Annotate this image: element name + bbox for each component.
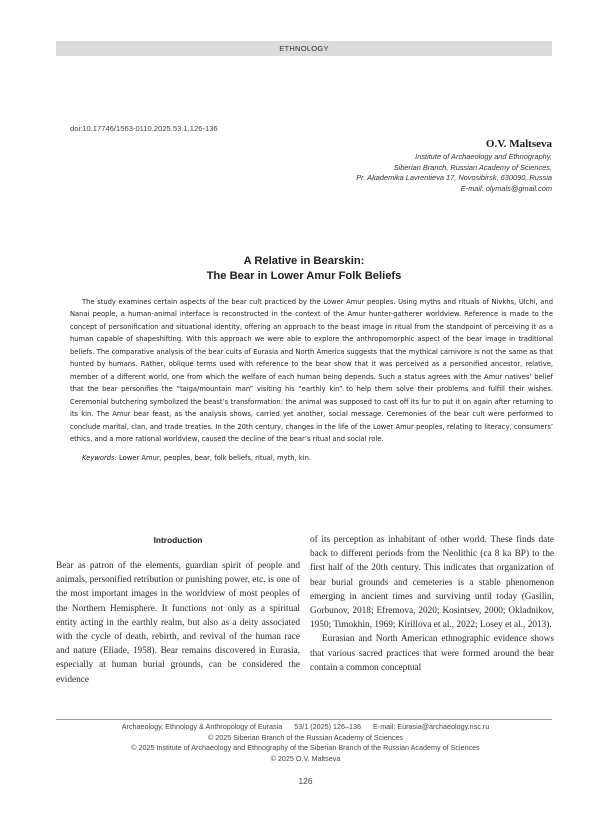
intro-paragraph-2: Eurasian and North American ethnographic evidence shows that various sacred practices that were formed around the bear contain a common conceptual — [310, 634, 554, 673]
journal-name: Archaeology, Ethnology & Anthropology of Eurasia — [121, 722, 283, 731]
author-block — [232, 138, 552, 194]
page-footer — [40, 722, 571, 764]
copyright-author: © 2025 O.V. Maltseva — [270, 753, 341, 763]
abstract — [70, 296, 553, 465]
journal-issue: 53/1 (2025) 126–136 — [294, 722, 361, 731]
journal-email[interactable]: E-mail: Eurasia@archaeology.nsc.ru — [373, 722, 490, 731]
copyright-institute: © 2025 Institute of Archaeology and Ethnography of the Siberian Branch of the Russian Academy of Sciences — [131, 743, 480, 753]
section-label: ETHNOLOGY — [279, 44, 329, 53]
copyright-sb-ras: © 2025 Siberian Branch of the Russian Academy of Sciences — [207, 732, 404, 742]
article-title — [56, 254, 552, 283]
doi-link[interactable]: doi:10.17746/1563-0110.2025.53.1.126-136 — [70, 124, 218, 133]
author-email[interactable]: E-mail: olymals@gmail.com — [460, 183, 552, 193]
keywords-label: Keywords: — [82, 454, 117, 463]
journal-info-line — [40, 722, 571, 733]
section-header-bar — [56, 41, 552, 56]
title-line-2: The Bear in Lower Amur Folk Beliefs — [206, 269, 402, 282]
footer-divider — [56, 719, 552, 720]
keywords-list: Lower Amur, peoples, bear, folk beliefs, ritual, myth, kin. — [116, 454, 312, 463]
page-number: 126 — [298, 776, 313, 786]
affiliation-address: Pr. Akademika Lavrentieva 17, Novosibirsk, 630090, Russia — [356, 173, 552, 183]
intro-heading: Introduction — [153, 535, 203, 545]
title-line-1: A Relative in Bearskin: — [243, 255, 365, 267]
body-column-right — [310, 533, 554, 675]
keywords — [70, 452, 553, 464]
intro-paragraph-1: Bear as patron of the elements, guardian spirit of people and animals, personified retribution or punishing power, etc. is one of the most important images in the worldview of most peoples of the Northern Hemisphere. It functions not only as a spiritual entity acting in the earthly realm, but also as a deity associated with the cycle of death, rebirth, and revival of the human race and nature (Eliade, 1958). Bear remains discovered in Eurasia, especially at human burial grounds, can be considered the evidence — [56, 561, 300, 685]
intro-paragraph-1-continued: of its perception as inhabitant of other world. These finds date back to different periods from the Neolithic (ca 8 ka BP) to the first half of the 20th century. This indicates that organization of bear burial grounds and cemeteries is a stable phenomenon emerging in ancient times and surviving until today (Gasilin, Gorbunov, 2018; Efremova, 2020; Kosintsev, 2000; Okladnikov, 1950; Timokhin, 1969; Kirillova et al., 2022; Losey et al., 2013). — [310, 535, 554, 631]
author-name: O.V. Maltseva — [485, 138, 552, 150]
body-column-left — [56, 533, 300, 687]
abstract-text: The study examines certain aspects of the bear cult practiced by the Lower Amur peoples. Using myths and rituals of Nivkhs, Ulchi, and Nanai people, a human-animal interface is reconstructed in the context of the Amur hunter-gatherer worldview. Reference is made to the concept of personification and situational identity, offering an approach to the beast image in ritual from the standpoint of perceiving it as a human capable of shapeshifting. With this approach we were able to explore the anthropomorphic aspect of the bear image in traditional beliefs. The comparative analysis of the bear cults of Eurasia and North America suggests that the mythical carnivore is not the same as that hunted by humans. Rather, oblique terms used with reference to the bear show that it was perceived as a personified ancestor, relative, member of a different world, one from which the welfare of each human being depends. Such a status agrees with the Amur natives’ belief that the bear personifies the “taiga/mountain man” visiting his “earthly kin” to help them solve their problems and fulfill their wishes. Ceremonial butchering symbolized the beast’s transformation: the animal was supposed to cast off its fur to put it on again after returning to its kin. The Amur bear feast, as the analysis shows, carried yet another, social message. Ceremonies of the bear cult were performed to conclude marital, clan, and trade treaties. In the 20th century, changes in the life of the Lower Amur peoples, relating to literacy, consumers’ ethics, and a more rational worldview, caused the decline of the bear’s ritual and social role. — [70, 298, 553, 443]
affiliation-institute: Institute of Archaeology and Ethnography, — [415, 152, 552, 161]
affiliation-branch: Siberian Branch, Russian Academy of Sciences, — [393, 162, 552, 172]
